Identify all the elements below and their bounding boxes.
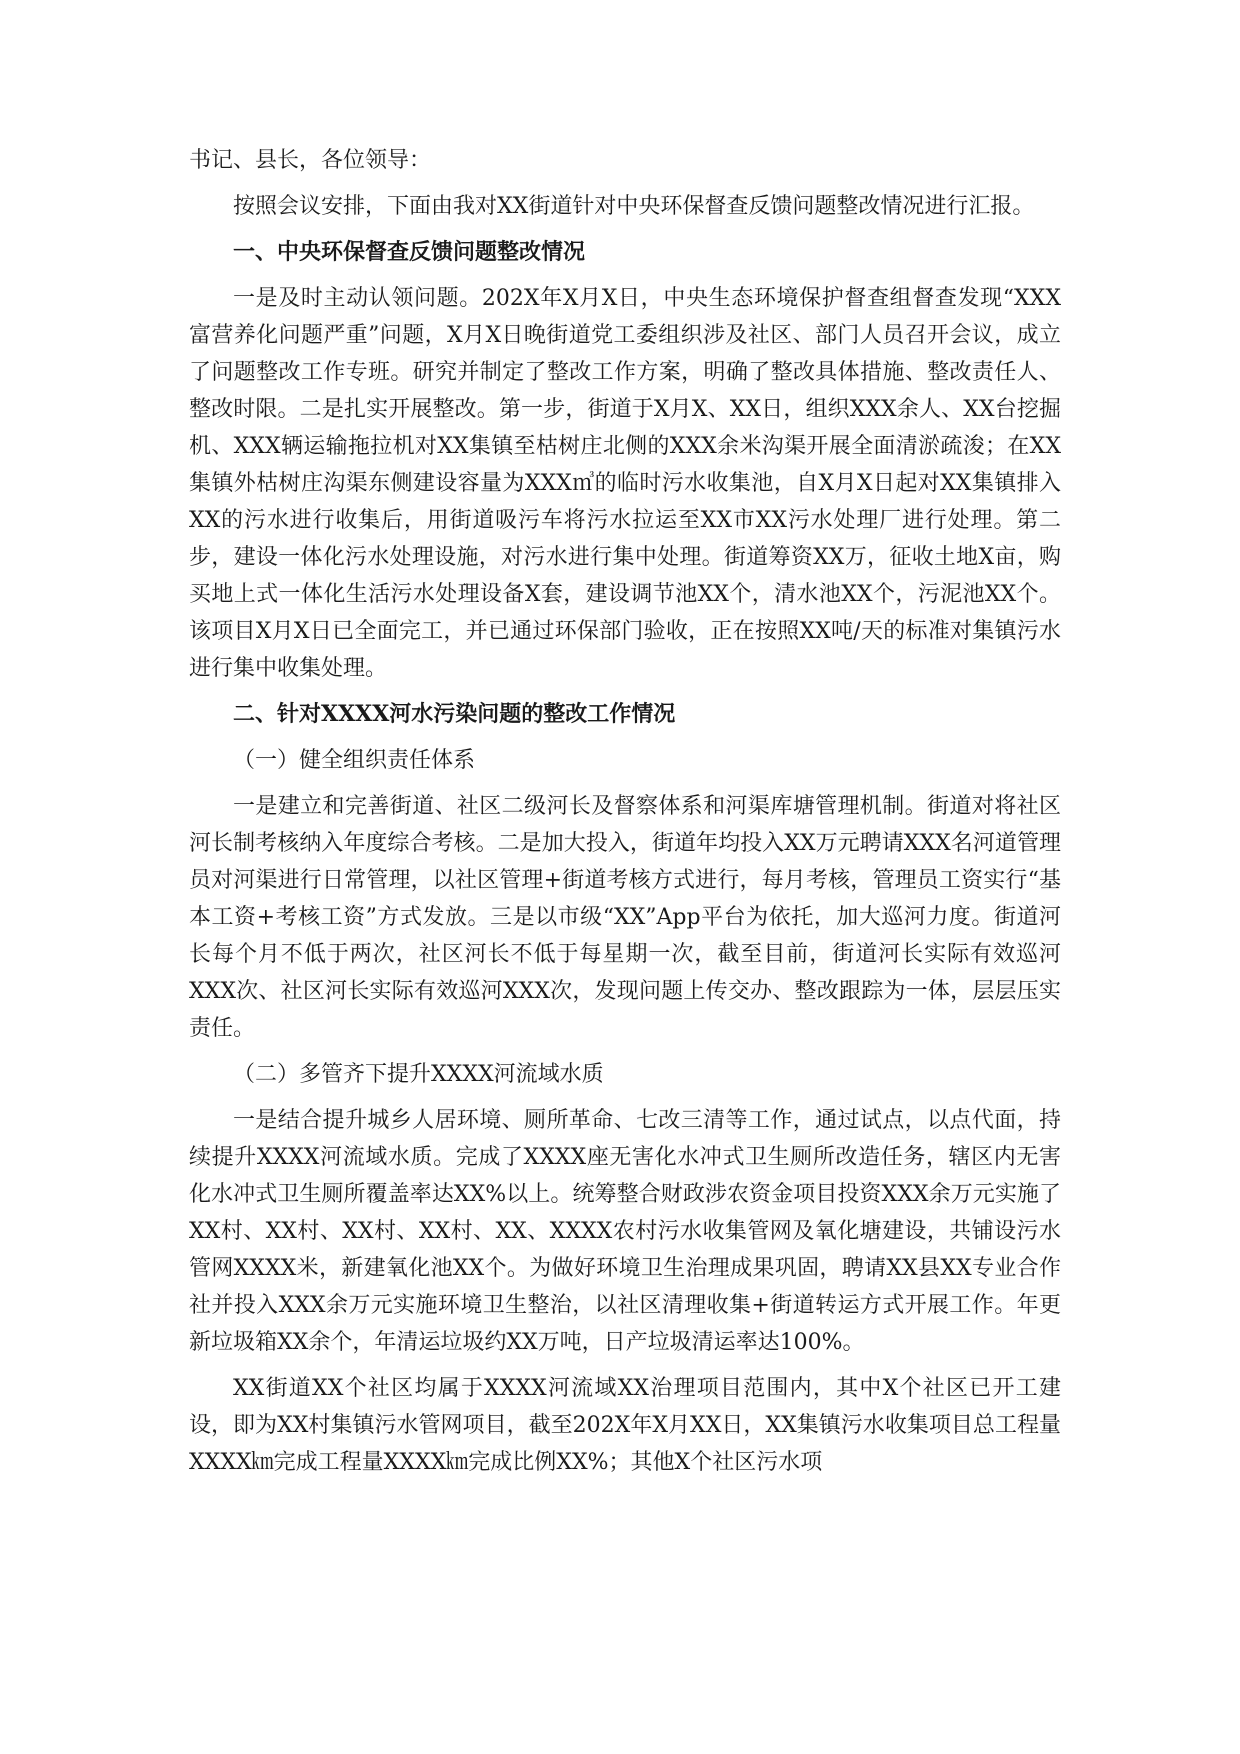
subsection-2-paragraph: 一是结合提升城乡人居环境、厕所革命、七改三清等工作，通过试点，以点代面，持续提升XXXX河流域水质。完成了XXXX座无害化水冲式卫生厕所改造任务，辖区内无害化水冲式卫生厕所覆盖率达XX%以上。统筹整合财政涉农资金项目投资XXX余万元实施了XX村、XX村、XX村、XX村、XX、XXXX农村污水收集管网及氧化塘建设，共铺设污水管网XXXX米，新建氧化池XX个。为做好环境卫生治理成果巩固，聘请XX县XX专业合作社并投入XXX余万元实施环境卫生整治，以社区清理收集+街道转运方式开展工作。年更新垃圾箱XX余个，年清运垃圾约XX万吨，日产垃圾清运率达100%。 — [189, 1108, 1061, 1355]
salutation: 书记、县长，各位领导： — [189, 148, 432, 173]
section-1-paragraph: 一是及时主动认领问题。202X年X月X日，中央生态环境保护督查组督查发现“XXX富营养化问题严重”问题，X月X日晚街道党工委组织涉及社区、部门人员召开会议，成立了问题整改工作专班。研究并制定了整改工作方案，明确了整改具体措施、整改责任人、整改时限。二是扎实开展整改。第一步，街道于X月X、XX日，组织XXX余人、XX台挖掘机、XXX辆运输拖拉机对XX集镇至枯树庄北侧的XXX余米沟渠开展全面清淤疏浚；在XX集镇外枯树庄沟渠东侧建设容量为XXX㎥的临时污水收集池，自X月X日起对XX集镇排入XX的污水进行收集后，用街道吸污车将污水拉运至XX市XX污水处理厂进行处理。第二步，建设一体化污水处理设施，对污水进行集中处理。街道筹资XX万，征收土地X亩，购买地上式一体化生活污水处理设备X套，建设调节池XX个，清水池XX个，污泥池XX个。该项目X月X日已全面完工，并已通过环保部门验收，正在按照XX吨/天的标准对集镇污水进行集中收集处理。 — [189, 286, 1061, 681]
section-2-heading: 二、针对XXXX河水污染问题的整改工作情况 — [233, 701, 676, 727]
subsection-1-heading: （一）健全组织责任体系 — [233, 748, 476, 773]
subsection-1-paragraph: 一是建立和完善街道、社区二级河长及督察体系和河渠库塘管理机制。街道对将社区河长制考核纳入年度综合考核。二是加大投入，街道年均投入XX万元聘请XXX名河道管理员对河渠进行日常管理，以社区管理+街道考核方式进行，每月考核，管理员工资实行“基本工资+考核工资”方式发放。三是以市级“XX”App平台为依托，加大巡河力度。街道河长每个月不低于两次，社区河长不低于每星期一次，截至目前，街道河长实际有效巡河XXX次、社区河长实际有效巡河XXX次，发现问题上传交办、整改跟踪为一体，层层压实责任。 — [189, 794, 1061, 1041]
document-page — [189, 142, 1061, 1481]
intro-paragraph: 按照会议安排，下面由我对XX街道针对中央环保督查反馈问题整改情况进行汇报。 — [233, 194, 1035, 219]
subsection-2-paragraph-2: XX街道XX个社区均属于XXXX河流域XX治理项目范围内，其中X个社区已开工建设，即为XX村集镇污水管网项目，截至202X年X月XX日，XX集镇污水收集项目总工程量XXXX㎞完成工程量XXXX㎞完成比例XX%；其他X个社区污水项 — [189, 1376, 1061, 1475]
section-1-heading: 一、中央环保督查反馈问题整改情况 — [233, 239, 586, 265]
subsection-2-heading: （二）多管齐下提升XXXX河流域水质 — [233, 1062, 604, 1087]
